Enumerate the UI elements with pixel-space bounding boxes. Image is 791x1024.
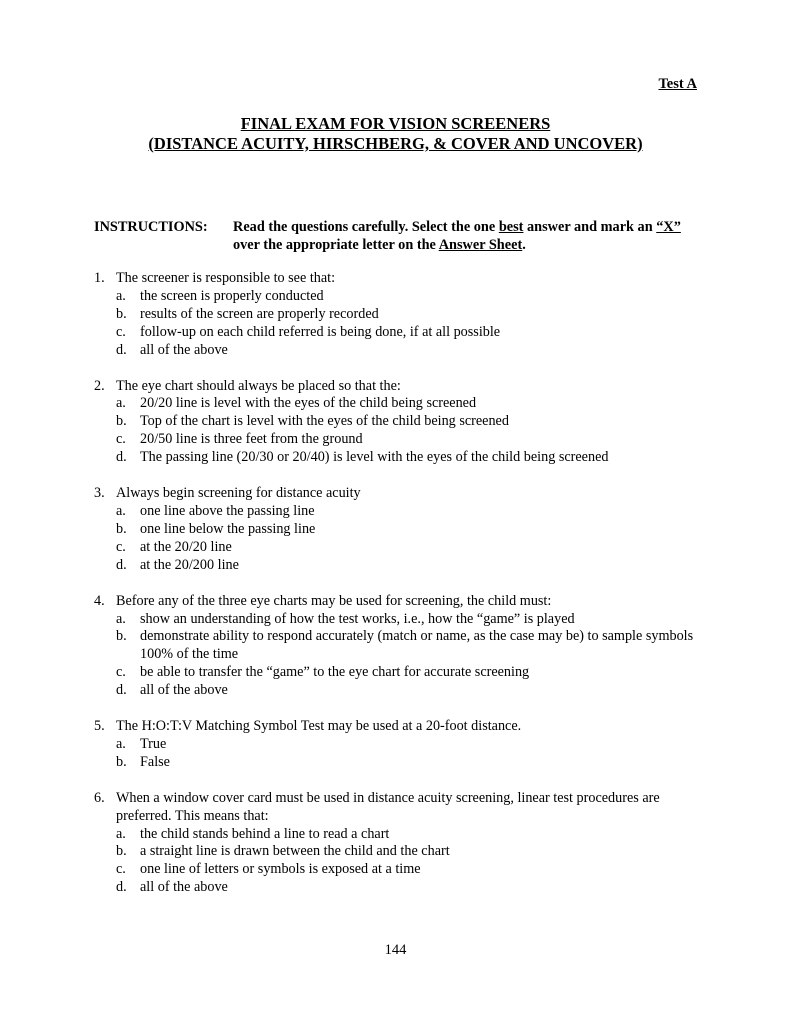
option-letter: a. — [116, 395, 126, 412]
option-letter: b. — [116, 305, 127, 322]
option-b — [94, 754, 704, 772]
option-text: be able to transfer the “game” to the eye chart for accurate screening — [140, 664, 530, 681]
option-text: results of the screen are properly recorded — [140, 305, 379, 322]
question-number: 2. — [94, 377, 105, 394]
page-title — [0, 114, 791, 154]
option-text: all of the above — [140, 341, 228, 358]
option-text: Top of the chart is level with the eyes of the child being screened — [140, 413, 509, 430]
option-c — [94, 539, 704, 557]
option-letter: a. — [116, 610, 126, 627]
question-number: 5. — [94, 718, 105, 735]
question-text: Before any of the three eye charts may be used for screening, the child must: — [116, 592, 552, 609]
option-c — [94, 324, 704, 342]
option-d — [94, 879, 704, 897]
option-text: 20/20 line is level with the eyes of the child being screened — [140, 395, 477, 412]
option-letter: b. — [116, 413, 127, 430]
title-line-1: FINAL EXAM FOR VISION SCREENERS — [240, 114, 551, 133]
option-text: the screen is properly conducted — [140, 287, 324, 304]
option-text: a straight line is drawn between the child and the chart — [140, 843, 450, 860]
option-a — [94, 736, 704, 754]
instructions-answer-sheet: Answer Sheet — [438, 237, 523, 253]
option-d — [94, 342, 704, 360]
option-text: False — [140, 753, 170, 770]
option-b — [94, 628, 704, 664]
option-letter: a. — [116, 735, 126, 752]
question-5 — [94, 718, 704, 772]
question-stem — [94, 378, 704, 396]
option-text: one line above the passing line — [140, 502, 315, 519]
question-number: 3. — [94, 485, 105, 502]
option-letter: b. — [116, 628, 127, 645]
instructions-x-mark: “X” — [656, 219, 681, 235]
option-c — [94, 664, 704, 682]
instructions-part-1: Read the questions carefully. Select the one — [233, 219, 499, 235]
question-stem — [94, 593, 704, 611]
option-b — [94, 413, 704, 431]
page-number: 144 — [384, 942, 407, 958]
option-text: at the 20/20 line — [140, 538, 232, 555]
question-text: The eye chart should always be placed so that the: — [116, 377, 401, 394]
option-letter: c. — [116, 323, 126, 340]
option-a — [94, 503, 704, 521]
option-text: the child stands behind a line to read a chart — [140, 825, 390, 842]
question-6 — [94, 790, 704, 897]
question-3 — [94, 485, 704, 575]
option-d — [94, 682, 704, 700]
question-1 — [94, 270, 704, 360]
test-label: Test A — [658, 76, 697, 92]
question-text: The screener is responsible to see that: — [116, 270, 336, 286]
instructions-label: INSTRUCTIONS: — [94, 219, 208, 235]
option-a — [94, 826, 704, 844]
option-text: follow-up on each child referred is being done, if at all possible — [140, 323, 501, 340]
question-number: 4. — [94, 592, 105, 609]
question-stem — [94, 790, 704, 826]
option-c — [94, 431, 704, 449]
option-letter: c. — [116, 538, 126, 555]
option-c — [94, 861, 704, 879]
option-b — [94, 521, 704, 539]
option-letter: d. — [116, 449, 127, 466]
option-text: one line of letters or symbols is exposed at a time — [140, 861, 421, 878]
question-2 — [94, 378, 704, 468]
instructions-part-3: over the appropriate letter on the — [233, 237, 439, 253]
instructions-text — [233, 218, 703, 254]
question-4 — [94, 593, 704, 700]
option-text: at the 20/200 line — [140, 556, 239, 573]
option-letter: d. — [116, 879, 127, 896]
option-d — [94, 449, 704, 467]
option-letter: c. — [116, 431, 126, 448]
option-letter: d. — [116, 341, 127, 358]
instructions-part-2: answer and mark an — [523, 219, 657, 235]
instructions-part-4: . — [522, 237, 526, 253]
question-stem — [94, 485, 704, 503]
option-letter: b. — [116, 843, 127, 860]
option-text: one line below the passing line — [140, 520, 316, 537]
option-text: demonstrate ability to respond accurately (match or name, as the case may be) to sample symbols 100% of the time — [140, 628, 694, 663]
question-text: The H:O:T:V Matching Symbol Test may be used at a 20-foot distance. — [116, 718, 522, 735]
option-letter: d. — [116, 682, 127, 699]
option-text: True — [140, 735, 167, 752]
option-text: The passing line (20/30 or 20/40) is level with the eyes of the child being screened — [140, 449, 609, 466]
option-letter: c. — [116, 664, 126, 681]
option-letter: a. — [116, 502, 126, 519]
option-text: 20/50 line is three feet from the ground — [140, 431, 363, 448]
option-b — [94, 306, 704, 324]
option-letter: d. — [116, 556, 127, 573]
option-d — [94, 557, 704, 575]
title-line-2: (DISTANCE ACUITY, HIRSCHBERG, & COVER AND UNCOVER) — [148, 134, 643, 153]
question-text: Always begin screening for distance acuity — [116, 485, 361, 502]
option-a — [94, 395, 704, 413]
option-letter: c. — [116, 861, 126, 878]
option-a — [94, 288, 704, 306]
question-number: 6. — [94, 789, 105, 806]
option-b — [94, 843, 704, 861]
option-text: all of the above — [140, 682, 228, 699]
instructions-best: best — [498, 219, 524, 235]
questions-list — [94, 270, 704, 915]
question-number: 1. — [94, 270, 105, 286]
option-text: show an understanding of how the test works, i.e., how the “game” is played — [140, 610, 575, 627]
option-letter: b. — [116, 520, 127, 537]
option-letter: a. — [116, 825, 126, 842]
question-stem — [94, 270, 704, 288]
option-letter: a. — [116, 287, 126, 304]
option-letter: b. — [116, 753, 127, 770]
option-text: all of the above — [140, 879, 228, 896]
question-stem — [94, 718, 704, 736]
question-text: When a window cover card must be used in distance acuity screening, linear test procedures are preferred. This means that: — [116, 789, 660, 824]
option-a — [94, 611, 704, 629]
